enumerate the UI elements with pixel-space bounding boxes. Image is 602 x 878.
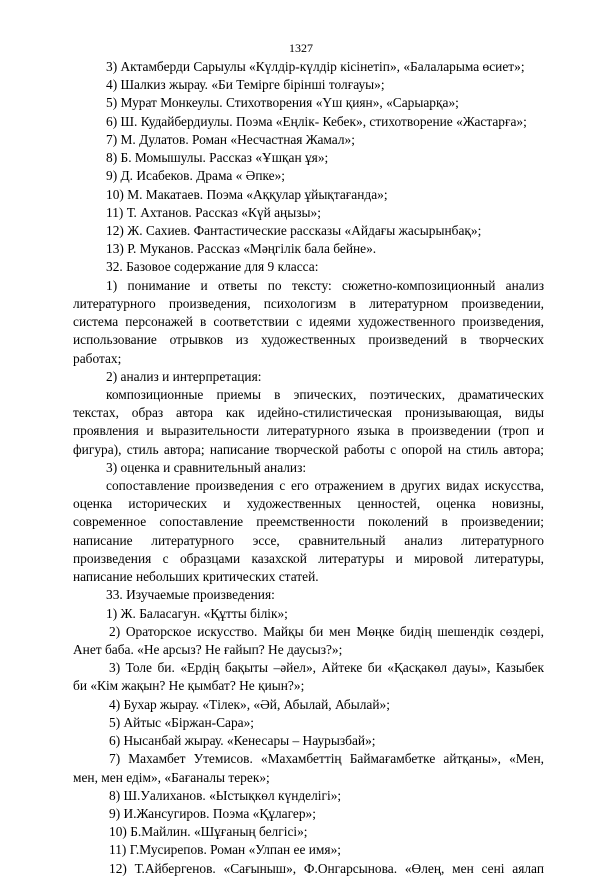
page-number: 1327 [289,41,313,55]
text-line: написание литературного эссе, сравнительный анализ литературного [73,532,544,548]
text-line: 7) М. Дулатов. Роман «Несчастная Жамал»; [106,131,355,147]
text-line: 32. Базовое содержание для 9 класса: [106,259,319,275]
text-line: 3) Толе би. «Ердің бақыты –әйел», Айтеке би «Қасқакөл дауы», Казыбек [109,660,544,676]
text-line: мен, мен едім», «Бағаналы терек»; [73,769,270,785]
text-line: 10) М. Макатаев. Поэма «Аққулар ұйықтағанда»; [106,186,388,202]
text-line: 33. Изучаемые произведения: [106,587,275,603]
text-line: современное сопоставление преемственности поколений в произведении; [73,514,544,530]
text-line: 8) Б. Момышулы. Рассказ «Ұшқан ұя»; [106,150,329,166]
text-line: 6) Нысанбай жырау. «Кенесары – Наурызбай»; [109,733,376,749]
text-line: текстах, образ автора как идейно-стилистическая пронизывающая, виды [73,405,544,421]
text-line: 8) Ш.Уалиханов. «Ыстықкөл күнделігі»; [109,787,342,803]
text-line: 12) Ж. Сахиев. Фантастические рассказы «Айдағы жасырынбақ»; [106,222,482,238]
text-line: 11) Г.Мусирепов. Роман «Улпан ее имя»; [109,842,341,858]
text-line: 11) Т. Ахтанов. Рассказ «Күй аңызы»; [106,204,321,220]
text-line: композиционные приемы в эпических, поэтических, драматических [106,386,544,402]
text-line: 1) Ж. Баласагун. «Құтты білік»; [106,605,288,621]
text-line: система персонажей в соответствии с идеями художественного произведения, [73,314,544,330]
text-line: 7) Махамбет Утемисов. «Махамбеттің Баймағамбетке айтқаны», «Мен, [109,751,544,767]
text-line: произведения с образцами казахской литературы и мировой литературы, [73,550,544,566]
text-line: 9) И.Жансугиров. Поэма «Құлагер»; [109,805,316,821]
text-line: литературного произведения, психологизм в литературном произведении, [73,295,544,311]
text-line: 5) Айтыс «Біржан-Сара»; [109,714,255,730]
text-line: проявления и выразительности литературного языка в произведении (троп и [73,423,544,439]
text-line: сопоставление произведения с его отражением в других видах искусства, [106,478,544,494]
text-line: 1) понимание и ответы по тексту: сюжетно-композиционный анализ [106,277,544,293]
text-line: 4) Шалкиз жырау. «Би Темірге бірінші толғауы»; [106,77,385,93]
text-line: 9) Д. Исабеков. Драма « Әпке»; [106,168,286,184]
text-line: би «Кім жақын? Не қымбат? Не қиын?»; [73,678,305,694]
text-line: 4) Бухар жырау. «Тілек», «Әй, Абылай, Абылай»; [109,696,390,712]
text-line: использование отрывков из художественных произведений в творческих [73,332,544,348]
text-line: 2) Ораторское искусство. Майқы би мен Мөңке бидің шешендік сөздері, [109,623,544,639]
text-line: оценка исторических и художественных ценностей, оценка новизны, [73,496,544,512]
text-line: Анет баба. «Не арсыз? Не ғайып? Не даусыз?»; [73,642,343,657]
text-line: 3) Актамберди Сарыулы «Күлдір-күлдір кісінетіп», «Балаларыма өсиет»; [106,59,525,74]
text-line: фигура), стиль автора; написание творческой работы с опорой на стиль автора; [73,441,544,457]
document-body [73,58,544,878]
text-line: 5) Мурат Монкеулы. Стихотворения «Үш қиян», «Сарыарқа»; [106,95,459,111]
text-line: 3) оценка и сравнительный анализ: [106,459,307,475]
text-line: 12) Т.Айбергенов. «Сағыныш», Ф.Онгарсынова. «Өлең, мен сені аялап [109,860,544,876]
text-line: 2) анализ и интерпретация: [106,368,262,384]
text-line: написание небольших критических статей. [73,569,319,585]
text-line: 6) Ш. Кудайбердиулы. Поэма «Еңлік- Кебек», стихотворение «Жастарға»; [106,113,527,129]
text-line: 13) Р. Муканов. Рассказ «Мәңгілік бала бейне». [106,241,377,257]
text-line: работах; [73,350,122,366]
text-line: 10) Б.Майлин. «Шұғаның белгісі»; [109,824,308,840]
